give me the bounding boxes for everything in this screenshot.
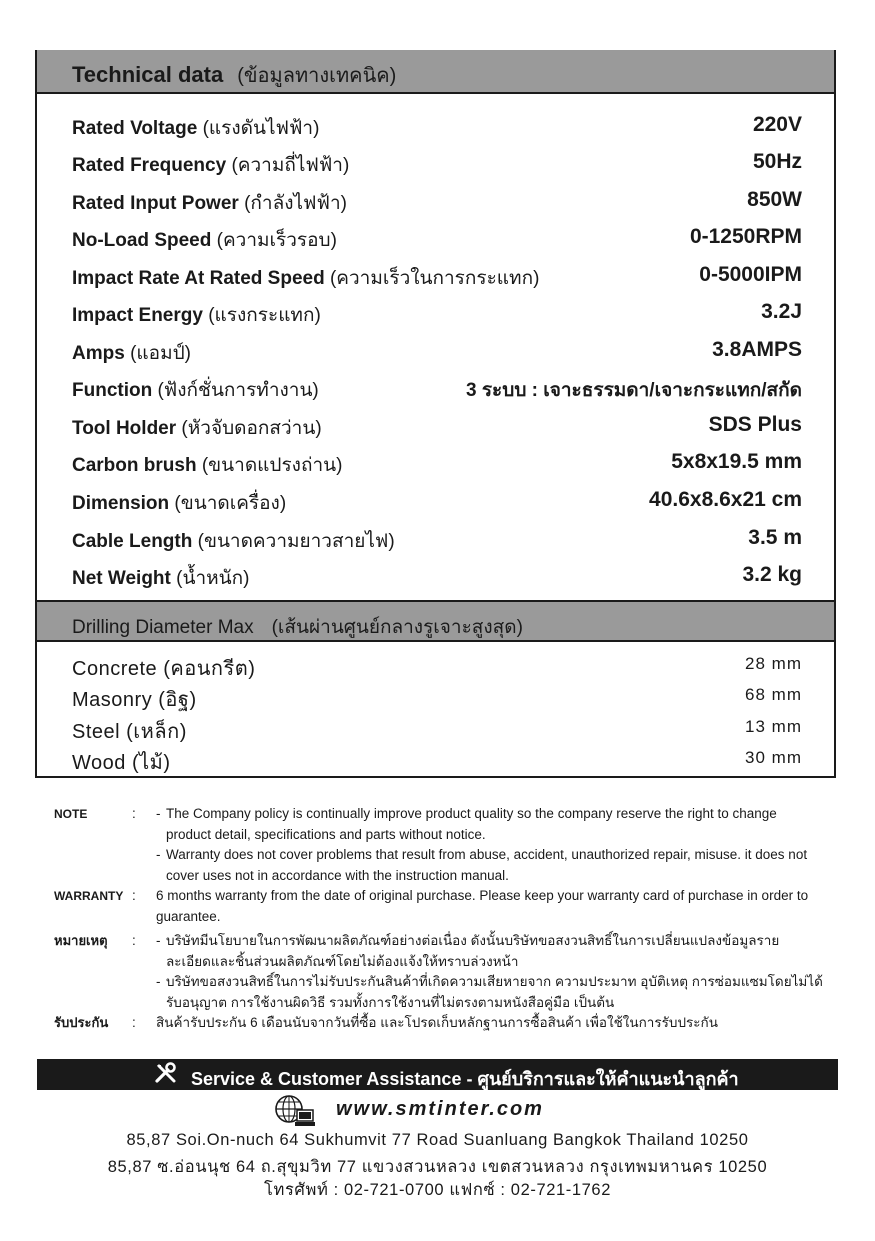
website-link[interactable]: www.smtinter.com [336, 1098, 544, 1120]
drilling-label: Masonry (อิฐ) [72, 689, 197, 711]
spec-value: 850W [747, 188, 802, 211]
spec-label-th: (กำลังไฟฟ้า) [244, 193, 347, 214]
spec-label: Net Weight [72, 568, 171, 589]
spec-row [72, 375, 802, 405]
spec-label-th: (ขนาดเครื่อง) [174, 493, 287, 514]
drilling-value: 68 mm [745, 685, 802, 704]
globe-computer-icon [273, 1094, 315, 1128]
spec-row [72, 150, 802, 180]
th-note-line [156, 931, 824, 972]
note-block [54, 804, 824, 886]
drilling-label: Concrete (คอนกรีต) [72, 658, 256, 680]
th-warranty-text: สินค้ารับประกัน 6 เดือนนับจากวันที่ซื้อ และโปรดเก็บหลักฐานการซื้อสินค้า เพื่อใช้ในการรับประกัน [156, 1015, 718, 1030]
spec-row [72, 338, 802, 368]
warranty-text: 6 months warranty from the date of original purchase. Please keep your warranty card of purchase in order to guarantee. [156, 888, 809, 924]
spec-label-th: (แรงกระแทก) [208, 305, 321, 326]
spec-label: Tool Holder [72, 418, 177, 439]
th-note-text: บริษัทมีนโยบายในการพัฒนาผลิตภัณฑ์อย่างต่อเนื่อง ดังนั้นบริษัทขอสงวนสิทธิ์ในการเปลี่ยนแปลงข้อมูลรายละเอียดและชิ้นส่วนผลิตภัณฑ์โดยไม่ต้องแจ้งให้ทราบล่วงหน้า [166, 933, 780, 969]
spec-value: 40.6x8.6x21 cm [649, 488, 802, 511]
technical-data-title [72, 59, 396, 91]
spec-label: Cable Length [72, 531, 193, 552]
tools-icon [154, 1062, 178, 1086]
drilling-row [72, 652, 802, 680]
spec-label-th: (ความถี่ไฟฟ้า) [231, 155, 350, 176]
th-note-block [54, 931, 824, 1013]
spec-row [72, 263, 802, 293]
th-note-line [156, 972, 824, 1013]
notes-section [54, 804, 824, 1034]
th-warranty-key: รับประกัน [54, 1015, 109, 1030]
drilling-row [72, 746, 802, 774]
spec-row [72, 113, 802, 143]
service-bar [37, 1059, 838, 1090]
spec-row [72, 225, 802, 255]
drilling-diameter-header [37, 600, 834, 642]
spec-label-th: (แอมป์) [130, 343, 191, 364]
note-text: Warranty does not cover problems that result from abuse, accident, unauthorized repair, misuse. it does not cover uses not in accordance with the instruction manual. [166, 847, 808, 883]
dash: - [156, 933, 161, 948]
th-note-key: หมายเหตุ [54, 933, 108, 948]
spec-value: 3.8AMPS [712, 338, 802, 361]
spec-value: 3.2 kg [742, 563, 802, 586]
spec-label: Rated Input Power [72, 193, 239, 214]
note-line [156, 845, 824, 886]
th-note-text: บริษัทขอสงวนสิทธิ์ในการไม่รับประกันสินค้าที่เกิดความเสียหายจาก ความประมาท อุบัติเหตุ การซ่อมแซมโดยไม่ได้รับอนุญาต การใช้งานผิดวิธี รวมทั้งการใช้งานที่ไม่ตรงตามหนังสือคู่มือ เป็นต้น [166, 974, 823, 1010]
note-line [156, 804, 824, 845]
spec-row [72, 563, 802, 593]
spec-label-th: (แรงดันไฟฟ้า) [202, 118, 320, 139]
spec-label-th: (หัวจับดอกสว่าน) [181, 418, 322, 439]
note-text: The Company policy is continually improve product quality so the company reserve the right to change product detail, specifications and parts without notice. [166, 806, 777, 842]
spec-label: Impact Rate At Rated Speed [72, 268, 325, 289]
dash: - [156, 974, 161, 989]
spec-label-th: (น้ำหนัก) [176, 568, 250, 589]
spec-label: Amps [72, 343, 125, 364]
spec-value: 5x8x19.5 mm [671, 450, 802, 473]
drilling-value: 28 mm [745, 654, 802, 673]
th-note-colon: : [132, 933, 136, 948]
drilling-label: Steel (เหล็ก) [72, 721, 187, 743]
phone-fax: โทรศัพท์ : 02-721-0700 แฟกซ์ : 02-721-1762 [264, 1181, 611, 1199]
address-th: 85,87 ซ.อ่อนนุช 64 ถ.สุขุมวิท 77 แขวงสวนหลวง เขตสวนหลวง กรุงเทพมหานคร 10250 [107, 1158, 768, 1176]
address-en: 85,87 Soi.On-nuch 64 Sukhumvit 77 Road Suanluang Bangkok Thailand 10250 [126, 1131, 749, 1149]
dash: - [156, 847, 161, 862]
spec-label-th: (ความเร็วในการกระแทก) [329, 268, 540, 289]
spec-label: Dimension [72, 493, 170, 514]
spec-value: SDS Plus [708, 413, 802, 436]
spec-value: 3 ระบบ : เจาะธรรมดา/เจาะกระแทก/สกัด [466, 380, 802, 401]
spec-label: Rated Voltage [72, 118, 198, 139]
technical-data-box [35, 50, 836, 778]
th-warranty-colon: : [132, 1015, 136, 1030]
warranty-line [156, 886, 824, 927]
spec-row [72, 526, 802, 556]
technical-data-header [37, 50, 834, 94]
note-key: NOTE [54, 807, 88, 821]
drilling-row [72, 683, 802, 711]
spec-label: Function [72, 380, 153, 401]
technical-title-th: (ข้อมูลทางเทคนิค) [237, 65, 397, 87]
drilling-title-en: Drilling Diameter Max [72, 617, 254, 638]
th-warranty-line [156, 1013, 824, 1034]
spec-row [72, 413, 802, 443]
spec-label-th: (ความเร็วรอบ) [216, 230, 337, 251]
drilling-value: 13 mm [745, 717, 802, 736]
spec-value: 3.5 m [748, 526, 802, 549]
drilling-title-th: (เส้นผ่านศูนย์กลางรูเจาะสูงสุด) [271, 617, 523, 638]
technical-title-en: Technical data [72, 62, 224, 87]
spec-value: 220V [752, 113, 802, 136]
spec-label-th: (ขนาดความยาวสายไฟ) [197, 531, 395, 552]
warranty-colon: : [132, 888, 136, 903]
drilling-row [72, 715, 802, 743]
dash: - [156, 806, 161, 821]
service-label: Service & Customer Assistance - ศูนย์บริการและให้คำแนะนำลูกค้า [191, 1069, 739, 1089]
note-colon: : [132, 806, 136, 821]
spec-row [72, 188, 802, 218]
warranty-key: WARRANTY [54, 889, 124, 903]
spec-value: 50Hz [752, 150, 802, 173]
spec-label-th: (ฟังก์ชั่นการทำงาน) [157, 380, 319, 401]
spec-value: 0-1250RPM [689, 225, 802, 248]
warranty-block [54, 886, 824, 927]
spec-label: Carbon brush [72, 455, 197, 476]
spec-row [72, 450, 802, 480]
spec-row [72, 300, 802, 330]
spec-value: 3.2J [761, 300, 802, 323]
th-warranty-block [54, 1013, 824, 1034]
spec-row [72, 488, 802, 518]
drilling-diameter-title [72, 612, 523, 642]
spec-label-th: (ขนาดแปรงถ่าน) [201, 455, 343, 476]
spec-label: Rated Frequency [72, 155, 227, 176]
spec-value: 0-5000IPM [699, 263, 802, 286]
spec-label: No-Load Speed [72, 230, 212, 251]
drilling-value: 30 mm [745, 748, 802, 767]
drilling-label: Wood (ไม้) [72, 752, 171, 774]
spec-label: Impact Energy [72, 305, 203, 326]
